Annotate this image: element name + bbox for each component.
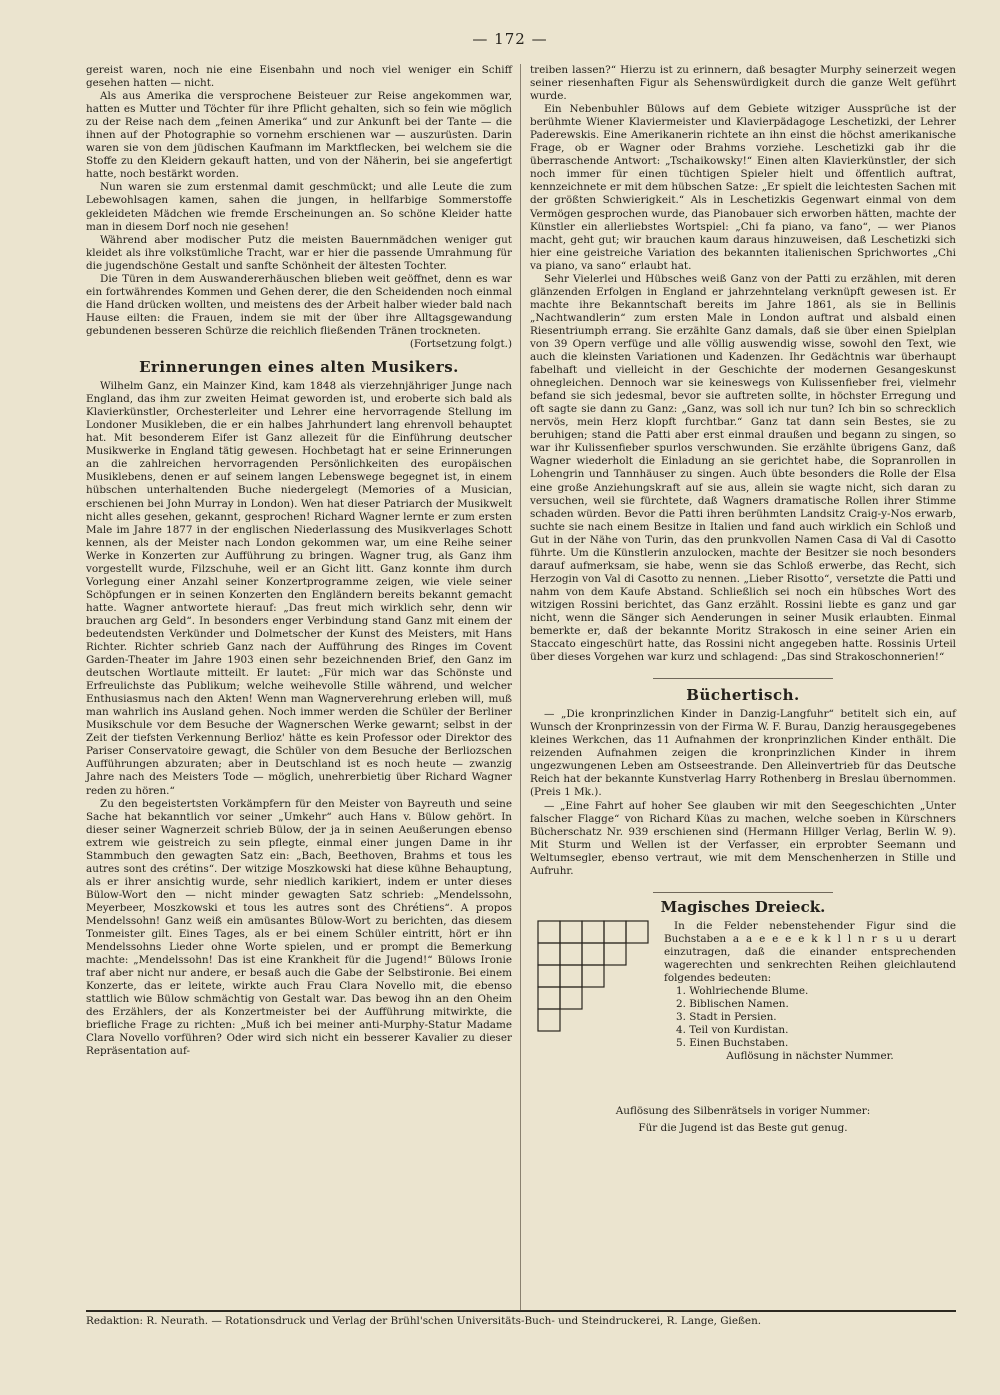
grid-cell (626, 921, 648, 943)
puzzle-clue: 3. Stadt in Persien. (676, 1010, 777, 1023)
puzzle-clue: 2. Biblischen Namen. (676, 997, 789, 1010)
article-paragraph: Sehr Vielerlei und Hübsches weiß Ganz von der Patti zu erzählen, mit deren glänzenden Erfolgen in England er jahrzehntelang verknüpft gewesen ist. Er machte ihre Bekanntschaft bereits im Jahre 1861, als sie in Bellinis „Nachtwandlerin“ zum ersten Male in London auftrat und alsbald einen Riesentriumph errang. Sie erzählte Ganz damals, daß sie über einen Spielplan von 39 Opern verfüge und alle völlig auswendig wisse, sowohl den Text, wie auch die kleinsten Variationen und Kadenzen. Ihr Gedächtnis war überhaupt fabelhaft und vielleicht in der Geschichte der modernen Gesangeskunst ohnegleichen. Dennoch war sie keineswegs von Kulissenfieber frei, vielmehr befand sie sich jedesmal, bevor sie auftreten sollte, in höchster Erregung und oft sagte sie dann zu Ganz: „Ganz, was soll ich nur tun? Ich bin so schrecklich nervös, mein Herz klopft furchtbar.“ Ganz tat dann sein Bestes, sie zu beruhigen; stand die Patti aber erst einmal draußen und begann zu singen, so war ihr Kulissenfieber spurlos verschwunden. Sie erzählte übrigens Ganz, daß Wagner wiederholt die Einladung an sie gerichtet habe, die Sopranrollen in Lohengrin und Tannhäuser zu singen. Auch übte besonders die Rolle der Elsa eine große Anziehungskraft auf sie aus, allein sie wagte nicht, sich daran zu versuchen, weil sie fürchtete, daß Wagners dramatische Rollen ihrer Stimme schaden würden. Bevor die Patti ihren berühmten Landsitz Craig-y-Nos erwarb, suchte sie nach einem Besitze in Italien und fand auch wirklich ein Schloß und Gut in der Nähe von Turin, das den prunkvollen Namen Casa di Val di Casotto führte. Um die Künstlerin anzulocken, machte der Besitzer sie noch besonders darauf aufmerksam, sie habe, wenn sie das Schloß erwerbe, das Recht, sich Herzogin von Val di Casotto zu nennen. „Lieber Risotto“, versetzte die Patti und nahm von dem Kaufe Abstand. Schließlich sei noch ein hübsches Wort des witzigen Rossini berichtet, das Ganz erzählt. Rossini liebte es ganz und gar nicht, wenn die Sänger sich Aenderungen in seiner Musik erlaubten. Einmal bemerkte er, daß der bekannte Moritz Strakosch in eine seiner Arien ein Staccato eingeschürt hatte, das Rossini nicht angegeben hatte. Rossinis Urteil über dieses Vorgehen war kurz und schlagend: „Das sind Strakoschonnerien!“ (530, 272, 956, 664)
grid-cell (560, 987, 582, 1009)
grid-cell (538, 1009, 560, 1031)
previous-solution-line-1: Auflösung des Silbenrätsels in voriger Nummer: (615, 1104, 871, 1117)
story-paragraph: Während aber modischer Putz die meisten Bauernmädchen weniger gut kleidet als ihre volkstümliche Tracht, war er hier die passende Umrahmung für die jugendschöne Gestalt und sanfte Schönheit der ältesten Tochter. (86, 233, 512, 272)
page-number: — 172 — (472, 30, 548, 48)
grid-cell (582, 965, 604, 987)
puzzle-title: Magisches Dreieck. (660, 897, 826, 916)
books-heading: Büchertisch. (686, 686, 800, 705)
footer-rule (86, 1310, 956, 1312)
story-paragraph: gereist waren, noch nie eine Eisenbahn und noch viel weniger ein Schiff gesehen hatten — nicht. (86, 64, 512, 90)
grid-cell (604, 943, 626, 965)
article-paragraph: Wilhelm Ganz, ein Mainzer Kind, kam 1848 als vierzehnjähriger Junge nach England, das ihm zur zweiten Heimat geworden ist, und eroberte sich bald als Klavierkünstler, Orchesterleiter und Lehrer eine hervorragende Stellung im Londoner Musikleben, die er ein halbes Jahrhundert lang ehrenvoll behauptet hat. Mit besonderem Eifer ist Ganz allezeit für die Einführung deutscher Musikwerke in England tätig gewesen. Hochbetagt hat er seine Erinnerungen an die zahlreichen hervorragenden Persönlichkeiten des europäischen Musiklebens, denen er auf seinem langen Lebenswege begegnet ist, in einem hübschen unterhaltenden Buche niedergelegt (Memories of a Musician, erschienen bei John Murray in London). Wen hat dieser Patriarch der Musikwelt nicht alles gesehen, gekannt, gesprochen! Richard Wagner lernte er zum ersten Male im Jahre 1877 in der englischen Niederlassung des Musikverlages Schott kennen, als der Meister nach London gekommen war, um eine Reihe seiner Werke in Konzerten zur Aufführung zu bringen. Wagner trug, als Ganz ihm vorgestellt wurde, Filzschuhe, weil er an Gicht litt. Ganz konnte ihm durch Vorlegung einer Anzahl seiner Konzertprogramme zeigen, wie viele seiner Schöpfungen er in seinen Konzerten den Engländern bereits bekannt gemacht hatte. Wagner antwortete hierauf: „Das freut mich wirklich sehr, denn wir brauchen arg Geld“. In besonders enger Verbindung stand Ganz mit einem der bedeutendsten Verkünder und Dolmetscher der Kunst des Meisters, mit Hans Richter. Richter schrieb Ganz nach der Aufführung des Ringes im Covent Garden-Theater im Jahre 1903 einen sehr bezeichnenden Brief, den Ganz im deutschen Wortlaute mitteilt. Er lautet: „Für mich war das Schönste und Erfreulichste das Publikum; welche weihevolle Stille während, und welcher Enthusiasmus nach den Akten! Wenn man Wagnerverehrung erleben will, muß man wahrlich ins Ausland gehen. Noch immer werden die Schüler der Berliner Musikschule vor dem Besuche der Wagnerschen Werke gewarnt; selbst in der Zeit der tiefsten Verkennung Berlioz' hätte es kein Professor oder Direktor des Pariser Conservatoire gewagt, die Schüler von dem Besuche der Berliozschen Aufführungen abzuraten; aber in Deutschland ist es noch heute — zwanzig Jahre nach des Meisters Tode — möglich, unehrerbietig über Richard Wagner reden zu hören.“ (86, 380, 512, 797)
grid-cell (560, 921, 582, 943)
column-divider (520, 64, 521, 1312)
grid-cell (604, 921, 626, 943)
magic-triangle-grid (536, 919, 654, 1049)
book-review: — „Eine Fahrt auf hoher See glauben wir mit den Seegeschichten „Unter falscher Flagge“ von Richard Küas zu machen, welche soeben in Kürschners Bücherschatz Nr. 939 erschienen sind (Hermann Hillger Verlag, Berlin W. 9). Mit Sturm und Wellen ist der Verfasser, ein erprobter Seemann und Weltumsegler, ebenso vertraut, wie mit dem Menschenherzen in Stille und Aufruhr. (530, 799, 956, 877)
imprint-footer: Redaktion: R. Neurath. — Rotationsdruck und Verlag der Brühl'schen Universitäts-Buch- und Steindruckerei, R. Lange, Gießen. (86, 1315, 762, 1327)
book-review: — „Die kronprinzlichen Kinder in Danzig-Langfuhr“ betitelt sich ein, auf Wunsch der Kronprinzessin von der Firma W. F. Burau, Danzig herausgegebenes kleines Werkchen, das 11 Aufnahmen der kronprinzlichen Kinder enthält. Die reizenden Aufnahmen zeigen die kronprinzlichen Kinder in ihrem ungezwungenen Leben am Ostseestrande. Den Alleinvertrieb für das Deutsche Reich hat der bekannte Kunstverlag Harry Rothenberg in Breslau übernommen. (Preis 1 Mk.). (530, 708, 956, 799)
grid-cell (538, 943, 560, 965)
puzzle-clue: 1. Wohlriechende Blume. (676, 984, 809, 997)
story-paragraph: Nun waren sie zum erstenmal damit geschmückt; und alle Leute die zum Lebewohlsagen kamen, sahen die jungen, in hellfarbige Sommerstoffe gekleideten Mädchen wie fremde Erscheinungen an. So schöne Kleider hatte man in diesem Dorf noch nie gesehen! (86, 181, 512, 233)
article-paragraph: treiben lassen?“ Hierzu ist zu erinnern, daß besagter Murphy seinerzeit wegen seiner riesenhaften Figur als Sehenswürdigkeit durch die ganze Welt geführt wurde. (530, 64, 956, 103)
section-rule (653, 892, 833, 893)
article-paragraph: Ein Nebenbuhler Bülows auf dem Gebiete witziger Aussprüche ist der berühmte Wiener Klaviermeister und Klavierpädagoge Leschetizki, der Lehrer Paderewskis. Eine Amerikanerin richtete an ihn einst die höchst amerikanische Frage, ob er Wagner oder Brahms vorziehe. Leschetizki gab ihr die überraschende Antwort: „Tschaikowsky!“ Einen alten Klavierkünstler, der sich noch immer für einen tüchtigen Spieler hielt und öffentlich auftrat, kennzeichnete er mit dem hübschen Satze: „Er spielt die leichtesten Sachen mit der größten Schwierigkeit.“ Als in Leschetizkis Gegenwart einmal von dem Vermögen gesprochen wurde, das Pianobauer sich erworben hätten, machte der Künstler ein allerliebstes Wortspiel: „Chi fa piano, va fano“, — wer Pianos macht, geht gut; wir brauchen kaum daraus hinzuweisen, daß Leschetizki sich hier eine geistreiche Variation des bekannten italienischen Sprichwortes „Chi va piano, va sano“ erlaubt hat. (530, 103, 956, 272)
grid-cell (582, 943, 604, 965)
grid-cell (538, 921, 560, 943)
story-paragraph: Als aus Amerika die versprochene Beisteuer zur Reise angekommen war, hatten es Mutter und Töchter für ihre Pflicht gehalten, sich so fein wie möglich zu der Reise nach dem „feinen Amerika“ und zur Ankunft bei der Tante — die ihnen auf der Photographie so vornehm erschienen war — auszurüsten. Darin waren sie von dem jüdischen Kaufmann im Marktflecken, bei welchem sie die Stoffe zu den Kleidern gekauft hatten, und von der Näherin, bei sie angefertigt hatte, noch bestärkt worden. (86, 90, 512, 181)
grid-cell (538, 965, 560, 987)
article-heading: Erinnerungen eines alten Musikers. (139, 358, 459, 377)
grid-cell (582, 921, 604, 943)
grid-cell (560, 965, 582, 987)
story-paragraph: Die Türen in dem Auswandererhäuschen blieben weit geöffnet, denn es war ein fortwährendes Kommen und Gehen derer, die den Scheidenden noch einmal die Hand drücken wollten, und meistens des der Arbeit halber wieder bald nach Hause eilten: die Frauen, indem sie mit der über ihre Alltagsgewandung gebundenen besseren Schürze die reichlich fließenden Tränen trockneten. (86, 272, 512, 337)
right-column (530, 64, 956, 1135)
grid-cell (560, 943, 582, 965)
puzzle-clue: 5. Einen Buchstaben. (676, 1036, 789, 1049)
previous-solution-line-2: Für die Jugend ist das Beste gut genug. (638, 1121, 848, 1134)
left-column (86, 64, 512, 1059)
section-rule (653, 678, 833, 679)
puzzle-section (530, 897, 956, 1101)
puzzle-clue: 4. Teil von Kurdistan. (676, 1023, 789, 1036)
continued-note: (Fortsetzung folgt.) (409, 337, 512, 350)
puzzle-clues (664, 985, 956, 1050)
article-paragraph: Zu den begeistertsten Vorkämpfern für den Meister von Bayreuth und seine Sache hat bekanntlich vor seiner „Umkehr“ auch Hans v. Bülow gehört. In dieser seiner Wagnerzeit schrieb Bülow, der ja in seinen Aeußerungen ebenso extrem wie geistreich zu sein pflegte, einmal einer jungen Dame in ihr Stammbuch den gewagten Satz ein: „Bach, Beethoven, Brahms et tous les autres sont des crétins“. Der witzige Moszkowski hat diese kühne Behauptung, als er ihrer ansichtig wurde, sehr niedlich karikiert, indem er unter dieses Bülow-Wort den — nicht minder gewagten Satz schrieb: „Mendelssohn, Meyerbeer, Moszkowski et tous les autres sont des Chrétiens“. A propos Mendelssohn! Ganz weiß ein amüsantes Bülow-Wort zu berichten, das diesem Tonmeister gilt. Eines Tages, als er bei einem Schüler eintritt, hört er ihn Mendelssohns Lieder ohne Worte spielen, und er prompt die Bemerkung machte: „Mendelssohn! Das ist eine Krankheit für die Jugend!“ Bülows Ironie traf aber nicht nur andere, er besaß auch die Gabe der Selbstironie. Bei einem Konzerte, das er leitete, wirkte auch Frau Clara Novello mit, die ebenso stattlich wie Bülow schmächtig von Gestalt war. Das bewog ihn an den Oheim des Erzählers, der als Konzertmeister bei der Aufführung mitwirkte, die briefliche Frage zu richten: „Muß ich bei meiner anti-Murphy-Statur Madame Clara Novello vorführen? Oder wird sich nicht ein besserer Kavalier zu dieser Repräsentation auf- (86, 797, 512, 1058)
puzzle-solution-note: Auflösung in nächster Nummer. (726, 1049, 894, 1062)
puzzle-intro: In die Felder nebenstehender Figur sind die Buchstaben a a e e e e k k l l n r s u u derart einzutragen, daß die einander entsprechenden wagerechten und senkrechten Reihen gleichlautend folgendes bedeuten: (664, 919, 956, 984)
grid-cell (538, 987, 560, 1009)
puzzle-instructions (664, 920, 956, 1063)
